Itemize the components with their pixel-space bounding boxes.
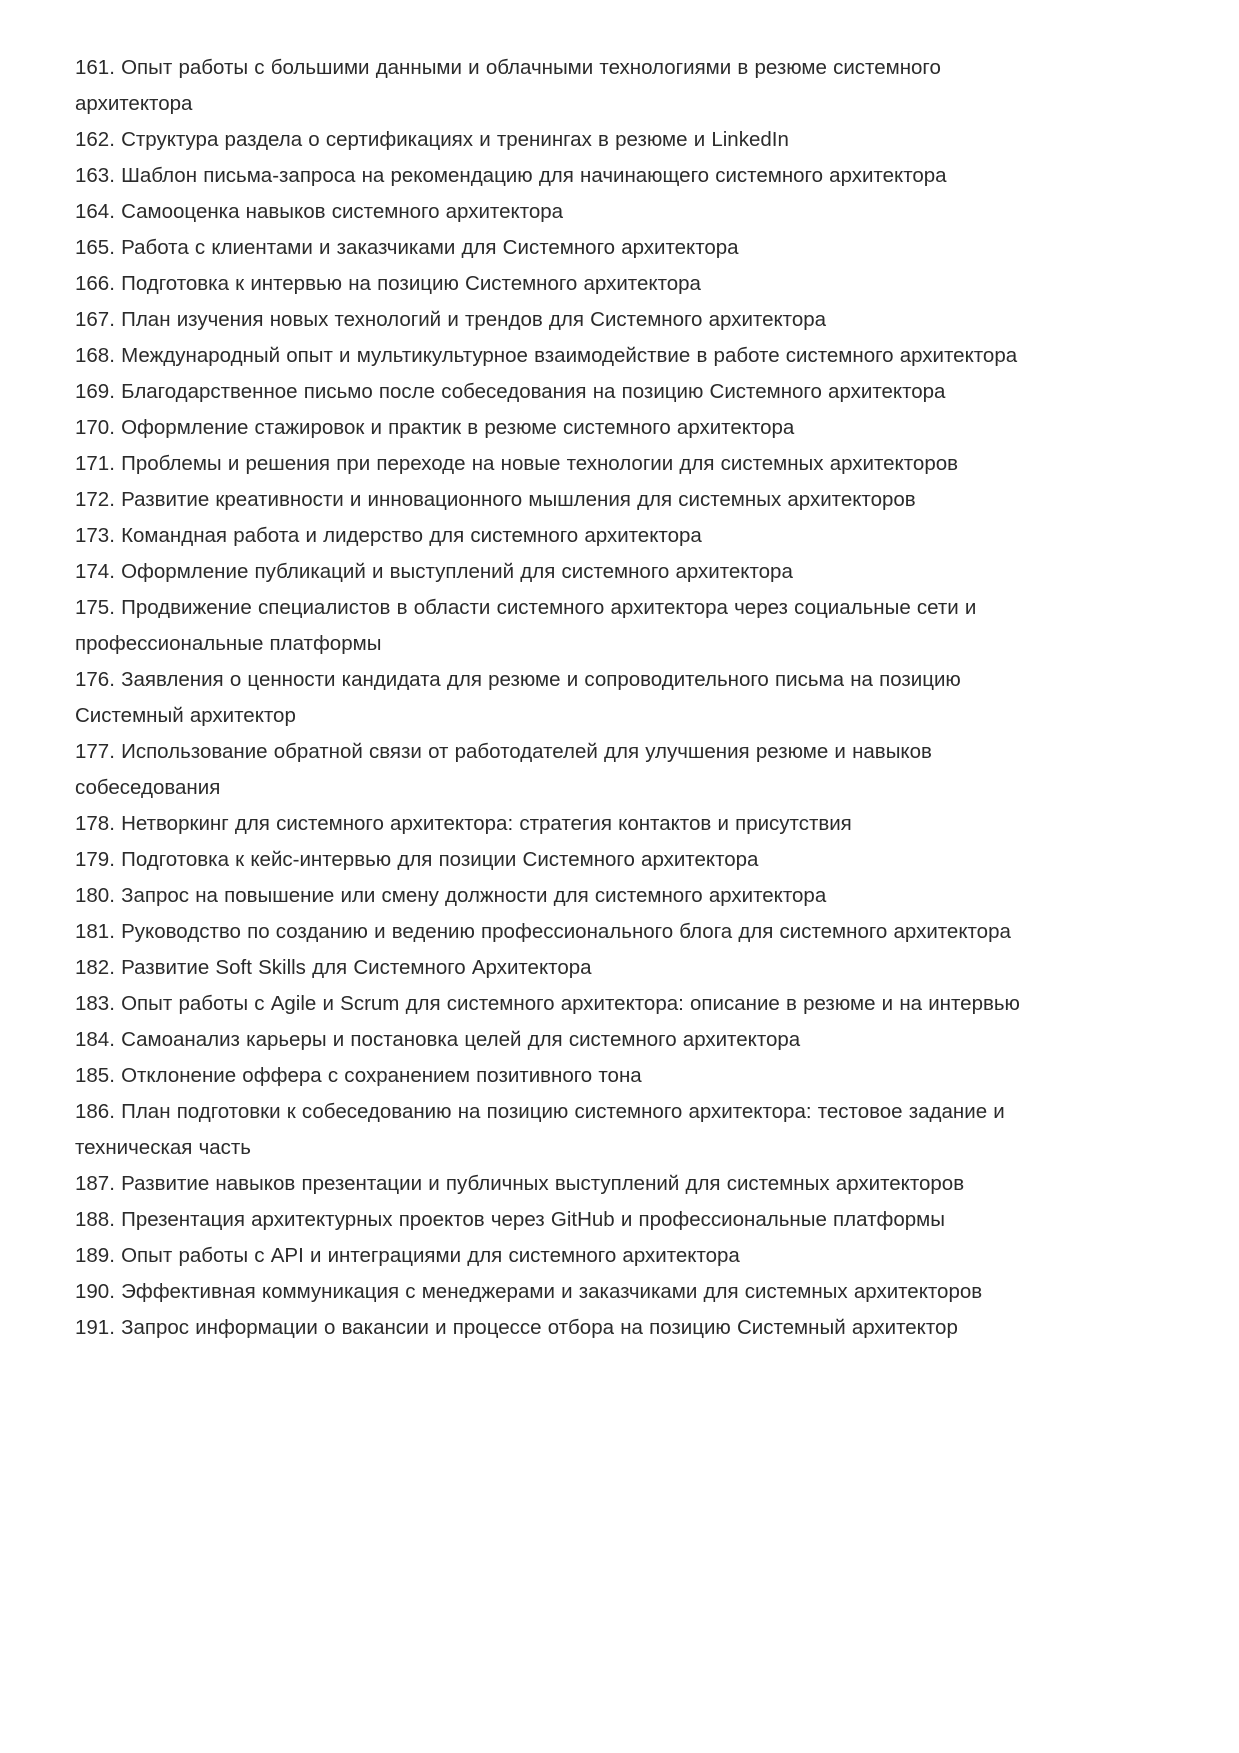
- list-item: 189. Опыт работы с API и интеграциями для системного архитектора: [75, 1244, 740, 1267]
- list-item: 172. Развитие креативности и инновационного мышления для системных архитекторов: [75, 488, 916, 511]
- list-item: 161. Опыт работы с большими данными и облачными технологиями в резюме системного архитектора: [75, 56, 941, 115]
- list-item: 175. Продвижение специалистов в области системного архитектора через социальные сети и профессиональные платформы: [75, 596, 977, 655]
- list-item: 174. Оформление публикаций и выступлений для системного архитектора: [75, 560, 793, 583]
- list-item: 180. Запрос на повышение или смену должности для системного архитектора: [75, 884, 827, 907]
- list-item: 168. Международный опыт и мультикультурное взаимодействие в работе системного архитектора: [75, 344, 1018, 367]
- list-item: 183. Опыт работы с Agile и Scrum для системного архитектора: описание в резюме и на интервью: [75, 992, 1020, 1015]
- list-item: 178. Нетворкинг для системного архитектора: стратегия контактов и присутствия: [75, 812, 852, 835]
- list-item: 188. Презентация архитектурных проектов через GitHub и профессиональные платформы: [75, 1208, 945, 1231]
- list-item: 185. Отклонение оффера с сохранением позитивного тона: [75, 1064, 642, 1087]
- list-item: 163. Шаблон письма-запроса на рекомендацию для начинающего системного архитектора: [75, 164, 947, 187]
- list-item: 164. Самооценка навыков системного архитектора: [75, 200, 564, 223]
- list-item: 181. Руководство по созданию и ведению профессионального блога для системного архитектора: [75, 920, 1011, 943]
- list-item: 176. Заявления о ценности кандидата для резюме и сопроводительного письма на позицию Системный архитектор: [75, 668, 961, 727]
- list-item: 170. Оформление стажировок и практик в резюме системного архитектора: [75, 416, 795, 439]
- list-item: 187. Развитие навыков презентации и публичных выступлений для системных архитекторов: [75, 1172, 965, 1195]
- numbered-list: [75, 50, 1049, 1346]
- list-item: 162. Структура раздела о сертификациях и тренингах в резюме и LinkedIn: [75, 128, 789, 151]
- list-item: 167. План изучения новых технологий и трендов для Системного архитектора: [75, 308, 827, 331]
- list-item: 191. Запрос информации о вакансии и процессе отбора на позицию Системный архитектор: [75, 1316, 958, 1339]
- list-item: 169. Благодарственное письмо после собеседования на позицию Системного архитектора: [75, 380, 946, 403]
- list-item: 182. Развитие Soft Skills для Системного Архитектора: [75, 956, 592, 979]
- list-item: 173. Командная работа и лидерство для системного архитектора: [75, 524, 702, 547]
- list-item: 184. Самоанализ карьеры и постановка целей для системного архитектора: [75, 1028, 801, 1051]
- list-item: 177. Использование обратной связи от работодателей для улучшения резюме и навыков собеседования: [75, 740, 932, 799]
- list-item: 166. Подготовка к интервью на позицию Системного архитектора: [75, 272, 701, 295]
- list-item: 165. Работа с клиентами и заказчиками для Системного архитектора: [75, 236, 739, 259]
- list-item: 190. Эффективная коммуникация с менеджерами и заказчиками для системных архитекторов: [75, 1280, 983, 1303]
- list-item: 186. План подготовки к собеседованию на позицию системного архитектора: тестовое задание и техническая часть: [75, 1100, 1005, 1159]
- list-item: 179. Подготовка к кейс-интервью для позиции Системного архитектора: [75, 848, 759, 871]
- list-item: 171. Проблемы и решения при переходе на новые технологии для системных архитекторов: [75, 452, 959, 475]
